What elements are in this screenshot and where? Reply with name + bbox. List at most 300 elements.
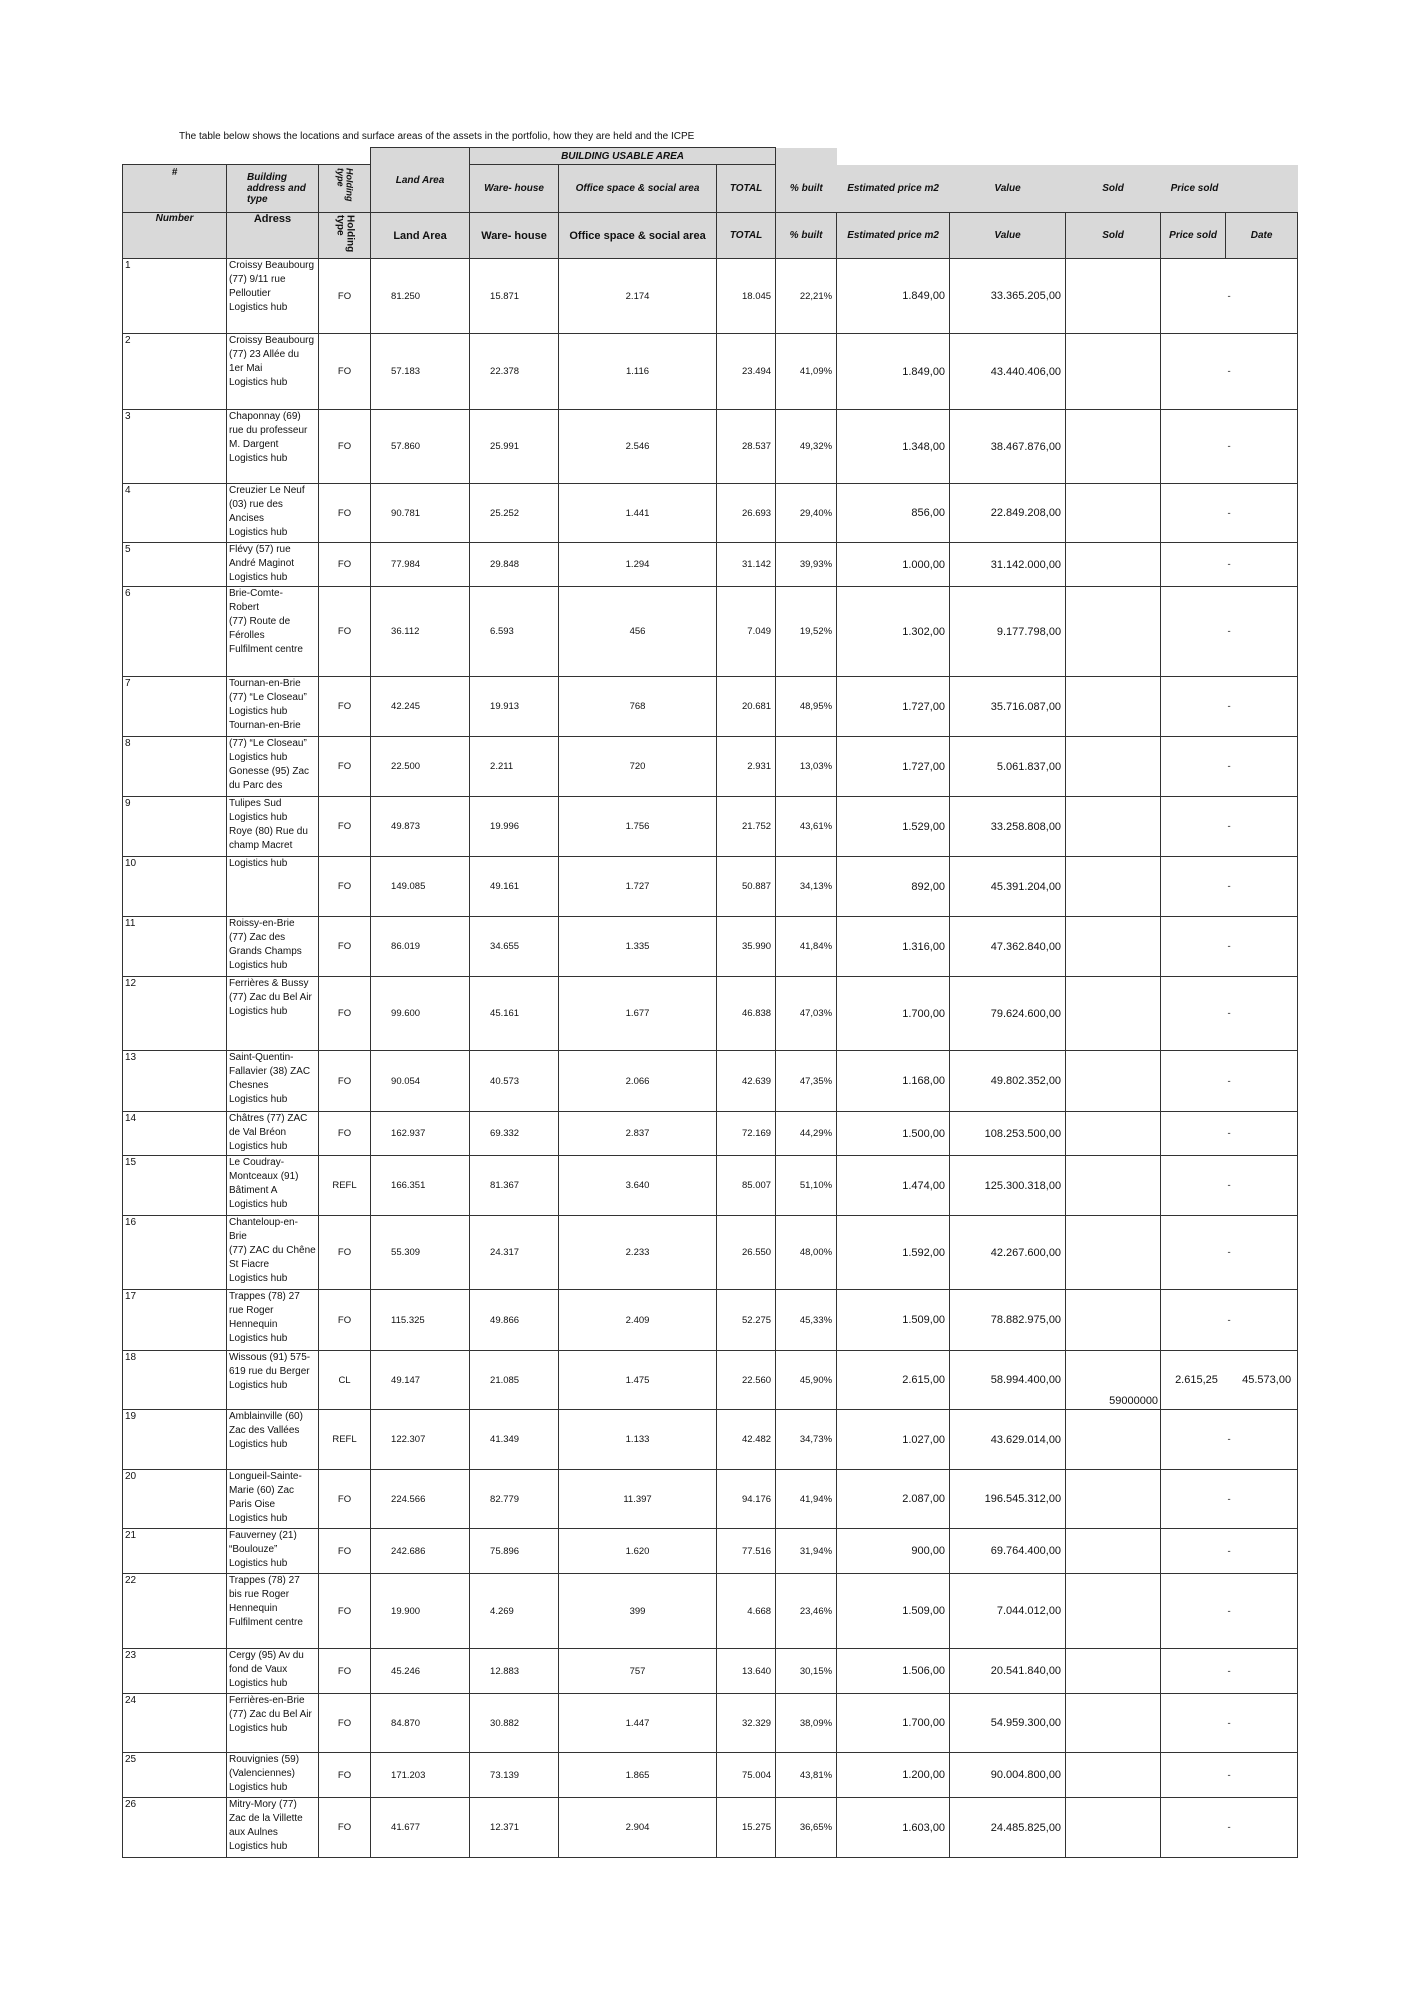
estimated-price-m2: 1.700,00 [837,977,950,1051]
sold [1066,677,1161,737]
price-sold: - [1227,1180,1231,1191]
pct-built: 51,10% [776,1156,837,1216]
sold [1066,334,1161,410]
row-number: 10 [123,857,227,917]
warehouse-area: 19.913 [470,677,559,737]
land-area: 171.203 [371,1753,470,1798]
header-sold: Sold [1066,165,1161,213]
holding-type: FO [319,1529,371,1574]
row-number: 1 [123,259,227,334]
warehouse-area: 22.378 [470,334,559,410]
office-area: 2.546 [559,410,717,484]
table-row [123,1529,1298,1574]
pct-built: 19,52% [776,587,837,677]
row-number: 14 [123,1112,227,1156]
estimated-price-m2: 1.168,00 [837,1051,950,1112]
holding-type: FO [319,1112,371,1156]
estimated-price-m2: 856,00 [837,484,950,543]
value: 43.629.014,00 [950,1410,1066,1470]
price-sold: - [1227,626,1231,637]
total-area: 26.550 [717,1216,776,1290]
land-area: 42.245 [371,677,470,737]
warehouse-area: 82.779 [470,1470,559,1529]
sold [1066,1051,1161,1112]
estimated-price-m2: 1.348,00 [837,410,950,484]
pct-built: 30,15% [776,1649,837,1694]
row-number: 26 [123,1798,227,1858]
building-address: Saint-Quentin- Fallavier (38) ZAC Chesnes Logistics hub [227,1051,319,1112]
pct-built: 36,65% [776,1798,837,1858]
holding-type: FO [319,259,371,334]
sold [1066,1529,1161,1574]
warehouse-area: 69.332 [470,1112,559,1156]
total-area: 42.482 [717,1410,776,1470]
office-area: 2.066 [559,1051,717,1112]
land-area: 115.325 [371,1290,470,1351]
value: 43.440.406,00 [950,334,1066,410]
price-sold-date [1161,1216,1298,1290]
building-address: Logistics hub [227,857,319,917]
table-row [123,1753,1298,1798]
pct-built: 44,29% [776,1112,837,1156]
estimated-price-m2: 900,00 [837,1529,950,1574]
holding-type: FO [319,797,371,857]
price-sold: - [1227,366,1231,377]
row-number: 19 [123,1410,227,1470]
header-est-price: Estimated price m2 [837,165,950,213]
warehouse-area: 73.139 [470,1753,559,1798]
warehouse-area: 41.349 [470,1410,559,1470]
land-area: 49.147 [371,1351,470,1410]
total-area: 4.668 [717,1574,776,1649]
pct-built: 22,21% [776,259,837,334]
row-number: 24 [123,1694,227,1753]
building-address: Châtres (77) ZAC de Val Bréon Logistics hub [227,1112,319,1156]
sold [1066,1574,1161,1649]
table-row [123,1156,1298,1216]
warehouse-area: 25.252 [470,484,559,543]
price-sold-date [1161,484,1298,543]
total-area: 21.752 [717,797,776,857]
price-sold-date [1161,1112,1298,1156]
sold [1066,1798,1161,1858]
holding-type: FO [319,334,371,410]
land-area: 57.183 [371,334,470,410]
holding-type: CL [319,1351,371,1410]
sold [1066,587,1161,677]
price-sold-date [1161,1798,1298,1858]
value: 196.545.312,00 [950,1470,1066,1529]
row-number: 20 [123,1470,227,1529]
warehouse-area: 4.269 [470,1574,559,1649]
building-address: Creuzier Le Neuf (03) rue des Ancises Logistics hub [227,484,319,543]
warehouse-area: 49.161 [470,857,559,917]
price-sold: - [1227,441,1231,452]
estimated-price-m2: 1.200,00 [837,1753,950,1798]
sold [1066,857,1161,917]
price-sold-date [1161,977,1298,1051]
price-sold: - [1227,1008,1231,1019]
sold [1066,543,1161,587]
header-pct-built: % built [776,165,837,213]
total-area: 52.275 [717,1290,776,1351]
value: 20.541.840,00 [950,1649,1066,1694]
building-address: Chaponnay (69) rue du professeur M. Dargent Logistics hub [227,410,319,484]
pct-built: 29,40% [776,484,837,543]
price-sold-date [1161,1574,1298,1649]
value: 33.365.205,00 [950,259,1066,334]
office-area: 1.620 [559,1529,717,1574]
estimated-price-m2: 1.509,00 [837,1574,950,1649]
estimated-price-m2: 1.849,00 [837,259,950,334]
office-area: 11.397 [559,1470,717,1529]
value: 31.142.000,00 [950,543,1066,587]
price-sold: - [1227,1717,1231,1729]
total-area: 28.537 [717,410,776,484]
office-area: 1.133 [559,1410,717,1470]
estimated-price-m2: 1.727,00 [837,677,950,737]
office-area: 2.837 [559,1112,717,1156]
pct-built: 23,46% [776,1574,837,1649]
holding-type: FO [319,677,371,737]
building-address: Roissy-en-Brie (77) Zac des Grands Champs Logistics hub [227,917,319,977]
holding-type: FO [319,1574,371,1649]
assets-table [122,147,1298,1858]
holding-type: FO [319,587,371,677]
building-address: Mitry-Mory (77) Zac de la Villette aux Aulnes Logistics hub [227,1798,319,1858]
table-row [123,737,1298,797]
row-number: 22 [123,1574,227,1649]
price-sold-date [1161,1051,1298,1112]
table-row [123,259,1298,334]
table-row [123,543,1298,587]
land-area: 41.677 [371,1798,470,1858]
sold [1066,1156,1161,1216]
table-row [123,410,1298,484]
pct-built: 48,95% [776,677,837,737]
price-sold: - [1227,1493,1231,1505]
subheader-value: Value [950,213,1066,259]
land-area: 22.500 [371,737,470,797]
office-area: 1.677 [559,977,717,1051]
warehouse-area: 15.871 [470,259,559,334]
value: 35.716.087,00 [950,677,1066,737]
price-sold-date [1161,797,1298,857]
price-sold: - [1227,1545,1231,1557]
office-area: 2.174 [559,259,717,334]
warehouse-area: 12.371 [470,1798,559,1858]
office-area: 2.233 [559,1216,717,1290]
table-row [123,1649,1298,1694]
land-area: 86.019 [371,917,470,977]
table-row [123,1051,1298,1112]
land-area: 99.600 [371,977,470,1051]
header-land-area: Land Area [371,148,470,213]
estimated-price-m2: 1.027,00 [837,1410,950,1470]
header-hash: # [123,165,227,213]
table-row [123,677,1298,737]
warehouse-area: 81.367 [470,1156,559,1216]
warehouse-area: 21.085 [470,1351,559,1410]
sold: 59000000 [1066,1351,1161,1410]
price-sold-date [1161,543,1298,587]
estimated-price-m2: 1.700,00 [837,1694,950,1753]
table-row [123,1470,1298,1529]
row-number: 5 [123,543,227,587]
header-building-usable-area: BUILDING USABLE AREA [470,148,776,165]
total-area: 15.275 [717,1798,776,1858]
land-area: 57.860 [371,410,470,484]
subheader-address: Adress [227,213,319,259]
pct-built: 47,35% [776,1051,837,1112]
land-area: 166.351 [371,1156,470,1216]
value: 125.300.318,00 [950,1156,1066,1216]
land-area: 49.873 [371,797,470,857]
subheader-warehouse: Ware- house [470,213,559,259]
price-sold-date [1161,1410,1298,1470]
holding-type: FO [319,410,371,484]
sold [1066,737,1161,797]
value: 5.061.837,00 [950,737,1066,797]
subheader-sold: Sold [1066,213,1161,259]
subheader-number: Number [123,213,227,259]
table-row [123,917,1298,977]
building-address: Trappes (78) 27 rue Roger Hennequin Logistics hub [227,1290,319,1351]
price-sold: - [1227,1605,1231,1617]
row-number: 2 [123,334,227,410]
header-office: Office space & social area [559,165,717,213]
total-area: 20.681 [717,677,776,737]
value: 42.267.600,00 [950,1216,1066,1290]
sold [1066,484,1161,543]
row-number: 11 [123,917,227,977]
pct-built: 41,09% [776,334,837,410]
sold [1066,259,1161,334]
estimated-price-m2: 1.302,00 [837,587,950,677]
office-area: 1.756 [559,797,717,857]
price-sold-date [1161,259,1298,334]
price-sold-date [1161,1649,1298,1694]
table-row [123,977,1298,1051]
office-area: 1.335 [559,917,717,977]
pct-built: 45,33% [776,1290,837,1351]
row-number: 6 [123,587,227,677]
price-sold-date [1161,410,1298,484]
estimated-price-m2: 892,00 [837,857,950,917]
value: 45.391.204,00 [950,857,1066,917]
sold [1066,1112,1161,1156]
total-area: 13.640 [717,1649,776,1694]
holding-type: FO [319,737,371,797]
price-sold-date [1161,857,1298,917]
price-sold: - [1227,941,1231,952]
header-price-sold: Price sold [1161,165,1298,213]
table-row [123,857,1298,917]
pct-built: 38,09% [776,1694,837,1753]
building-address: Ferrières-en-Brie (77) Zac du Bel Air Logistics hub [227,1694,319,1753]
row-number: 16 [123,1216,227,1290]
total-area: 32.329 [717,1694,776,1753]
sold [1066,1649,1161,1694]
holding-type: FO [319,1694,371,1753]
office-area: 1.116 [559,334,717,410]
building-address: Le Coudray- Montceaux (91) Bâtiment A Logistics hub [227,1156,319,1216]
value: 58.994.400,00 [950,1351,1066,1410]
pct-built: 43,61% [776,797,837,857]
building-address: Rouvignies (59) (Valenciennes) Logistics hub [227,1753,319,1798]
value: 9.177.798,00 [950,587,1066,677]
value: 22.849.208,00 [950,484,1066,543]
total-area: 22.560 [717,1351,776,1410]
warehouse-area: 29.848 [470,543,559,587]
price-sold-date [1161,1351,1298,1410]
total-area: 2.931 [717,737,776,797]
holding-type: FO [319,1798,371,1858]
estimated-price-m2: 1.000,00 [837,543,950,587]
table-row [123,587,1298,677]
row-number: 21 [123,1529,227,1574]
holding-type: FO [319,1216,371,1290]
estimated-price-m2: 1.603,00 [837,1798,950,1858]
sold [1066,917,1161,977]
subheader-est-price: Estimated price m2 [837,213,950,259]
header-building-address: Building address and type [227,165,319,213]
building-address: Amblainville (60) Zac des Vallées Logistics hub [227,1410,319,1470]
price-sold: - [1227,761,1231,772]
building-address: Croissy Beaubourg (77) 23 Allée du 1er Mai Logistics hub [227,334,319,410]
value: 79.624.600,00 [950,977,1066,1051]
table-row [123,484,1298,543]
sale-date: 45.573,00 [1242,1374,1292,1386]
building-address: Fauverney (21) “Boulouze” Logistics hub [227,1529,319,1574]
pct-built: 41,84% [776,917,837,977]
price-sold-date [1161,1290,1298,1351]
total-area: 23.494 [717,334,776,410]
land-area: 77.984 [371,543,470,587]
price-sold: - [1227,701,1231,712]
value: 24.485.825,00 [950,1798,1066,1858]
land-area: 149.085 [371,857,470,917]
holding-type: FO [319,1051,371,1112]
row-number: 8 [123,737,227,797]
sold [1066,1753,1161,1798]
table-row [123,797,1298,857]
value: 47.362.840,00 [950,917,1066,977]
building-address: Wissous (91) 575- 619 rue du Berger Logistics hub [227,1351,319,1410]
estimated-price-m2: 2.615,00 [837,1351,950,1410]
table-row [123,1410,1298,1470]
building-address: (77) “Le Closeau” Logistics hub Gonesse (95) Zac du Parc des [227,737,319,797]
land-area: 55.309 [371,1216,470,1290]
pct-built: 31,94% [776,1529,837,1574]
price-sold: - [1227,559,1231,570]
price-sold: - [1227,1247,1231,1258]
land-area: 122.307 [371,1410,470,1470]
office-area: 720 [559,737,717,797]
table-row [123,334,1298,410]
subheader-office: Office space & social area [559,213,717,259]
land-area: 162.937 [371,1112,470,1156]
holding-type: FO [319,1753,371,1798]
row-number: 23 [123,1649,227,1694]
sold [1066,1290,1161,1351]
sold [1066,410,1161,484]
estimated-price-m2: 1.727,00 [837,737,950,797]
value: 33.258.808,00 [950,797,1066,857]
price-sold: 2.615,25 [1175,1374,1218,1386]
warehouse-area: 49.866 [470,1290,559,1351]
total-area: 18.045 [717,259,776,334]
sold [1066,797,1161,857]
sold [1066,1694,1161,1753]
subheader-land-area: Land Area [371,213,470,259]
holding-type: FO [319,1649,371,1694]
table-row [123,1351,1298,1410]
row-number: 18 [123,1351,227,1410]
price-sold-date [1161,917,1298,977]
subheader-total: TOTAL [717,213,776,259]
land-area: 84.870 [371,1694,470,1753]
price-sold-date [1161,334,1298,410]
pct-built: 48,00% [776,1216,837,1290]
holding-type: FO [319,1470,371,1529]
total-area: 35.990 [717,917,776,977]
pct-built: 47,03% [776,977,837,1051]
price-sold-date [1161,1529,1298,1574]
subheader-holding-type: Holding type [319,213,371,259]
building-address: Ferrières & Bussy (77) Zac du Bel Air Logistics hub [227,977,319,1051]
price-sold: - [1227,821,1231,832]
total-area: 46.838 [717,977,776,1051]
office-area: 768 [559,677,717,737]
warehouse-area: 6.593 [470,587,559,677]
table-caption: The table below shows the locations and surface areas of the assets in the portfolio, how they are held and the ICPE [179,131,695,142]
pct-built: 49,32% [776,410,837,484]
price-sold-date [1161,677,1298,737]
building-address: Flévy (57) rue André Maginot Logistics hub [227,543,319,587]
table-row [123,1290,1298,1351]
estimated-price-m2: 1.509,00 [837,1290,950,1351]
header-warehouse: Ware- house [470,165,559,213]
estimated-price-m2: 1.529,00 [837,797,950,857]
land-area: 90.781 [371,484,470,543]
row-number: 4 [123,484,227,543]
value: 49.802.352,00 [950,1051,1066,1112]
price-sold: - [1227,290,1231,302]
office-area: 757 [559,1649,717,1694]
office-area: 1.447 [559,1694,717,1753]
total-area: 50.887 [717,857,776,917]
pct-built: 13,03% [776,737,837,797]
sold [1066,1470,1161,1529]
price-sold-date [1161,1753,1298,1798]
land-area: 36.112 [371,587,470,677]
price-sold-date [1161,1470,1298,1529]
price-sold: - [1227,1075,1231,1087]
row-number: 3 [123,410,227,484]
header-total: TOTAL [717,165,776,213]
building-address: Tournan-en-Brie (77) “Le Closeau” Logistics hub Tournan-en-Brie [227,677,319,737]
building-address: Croissy Beaubourg (77) 9/11 rue Pelloutier Logistics hub [227,259,319,334]
office-area: 1.441 [559,484,717,543]
office-area: 1.475 [559,1351,717,1410]
total-area: 75.004 [717,1753,776,1798]
building-address: Brie-Comte- Robert (77) Route de Férolles Fulfilment centre [227,587,319,677]
value: 108.253.500,00 [950,1112,1066,1156]
pct-built: 43,81% [776,1753,837,1798]
price-sold-date [1161,1694,1298,1753]
table-row [123,1798,1298,1858]
